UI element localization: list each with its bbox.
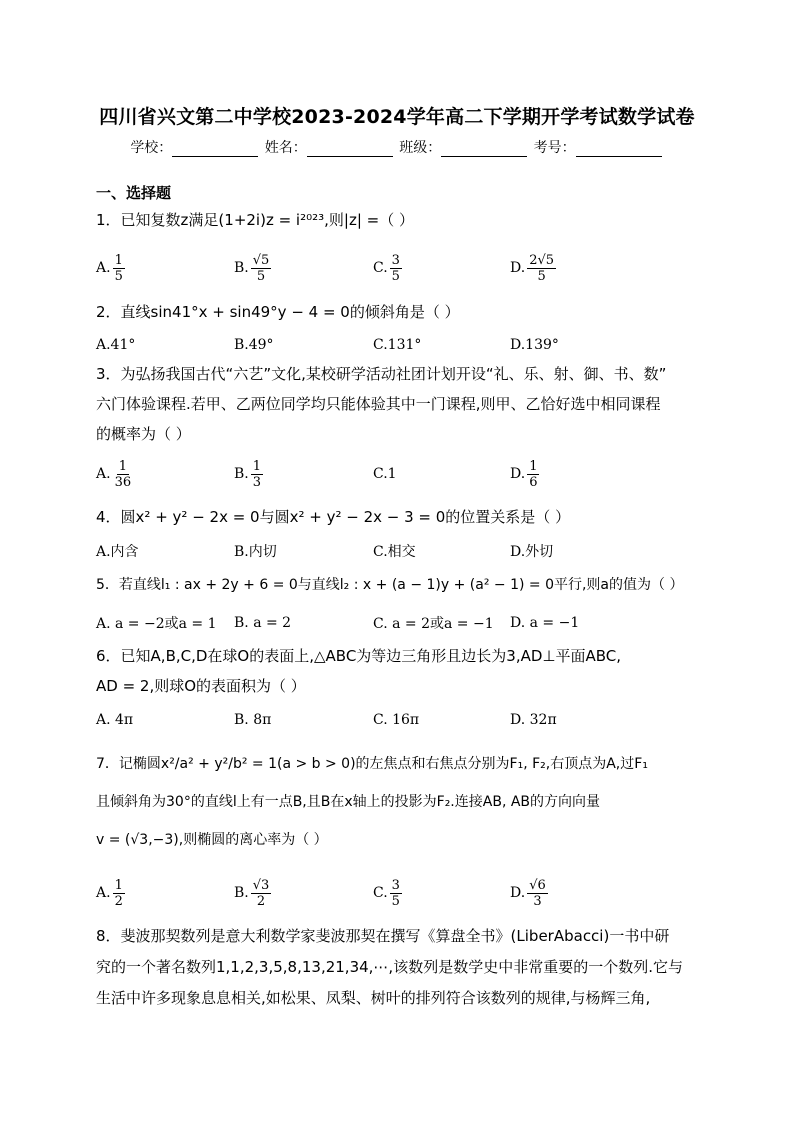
q7-line-3: v = (√3,−3),则椭圆的离心率为（ ） xyxy=(96,832,328,848)
q3-d-fraction xyxy=(527,459,539,490)
q3-a-label: A. xyxy=(96,466,111,482)
q1-a-label: A. xyxy=(96,260,111,276)
field-class-label: 班级： xyxy=(399,140,442,156)
q1-c-den: 5 xyxy=(391,268,400,284)
q3-b-num: 1 xyxy=(252,458,262,474)
q5-option-b[interactable]: B. a = 2 xyxy=(234,615,292,631)
field-school-blank[interactable] xyxy=(172,142,258,157)
q2-option-d[interactable]: D.139° xyxy=(510,337,559,353)
q7-option-c[interactable] xyxy=(373,875,402,911)
q7-c-label: C. xyxy=(373,885,388,901)
q1-b-num: √5 xyxy=(252,252,270,268)
question-5-options xyxy=(96,605,656,641)
q3-d-den: 6 xyxy=(529,474,538,490)
question-3-options xyxy=(96,456,656,492)
q7-c-fraction xyxy=(390,878,402,909)
q6-option-a[interactable]: A. 4π xyxy=(96,712,134,728)
q7-d-den: 3 xyxy=(533,893,542,909)
q1-b-den: 5 xyxy=(256,268,266,284)
q3-line-3: 的概率为（ ） xyxy=(96,425,191,443)
q3-d-label: D. xyxy=(510,466,526,482)
q1-d-label: D. xyxy=(510,260,526,276)
q7-option-d[interactable] xyxy=(510,875,548,911)
q6-option-c[interactable]: C. 16π xyxy=(373,712,420,728)
question-3-stem xyxy=(96,359,700,449)
question-4-stem: 4．圆x² + y² − 2x = 0与圆x² + y² − 2x − 3 = 0的位置关系是（ ） xyxy=(96,508,571,526)
section-heading: 一、选择题 xyxy=(96,184,172,202)
q7-d-fraction xyxy=(527,878,548,909)
question-1-stem: 1．已知复数z满足(1+2i)z = i²⁰²³,则|z| =（ ） xyxy=(96,211,414,229)
q2-option-c[interactable]: C.131° xyxy=(373,337,422,353)
q7-a-fraction xyxy=(113,878,125,909)
q4-option-a[interactable]: A.内含 xyxy=(96,544,139,560)
q2-option-b[interactable]: B.49° xyxy=(234,337,274,353)
q4-option-c[interactable]: C.相交 xyxy=(373,544,416,560)
q3-line-2: 六门体验课程.若甲、乙两位同学均只能体验其中一门课程,则甲、乙恰好选中相同课程 xyxy=(96,395,661,413)
q1-a-den: 5 xyxy=(114,268,123,284)
q1-option-c[interactable] xyxy=(373,250,402,286)
q1-a-fraction xyxy=(113,253,125,284)
q3-a-num: 1 xyxy=(118,458,127,474)
exam-title: 四川省兴文第二中学校2023-2024学年高二下学期开学考试数学试卷 xyxy=(99,106,695,128)
q7-b-label: B. xyxy=(234,885,249,901)
q3-option-a[interactable] xyxy=(96,456,133,492)
q3-b-fraction xyxy=(251,459,263,490)
q7-line-2: 且倾斜角为30°的直线l上有一点B,且B在x轴上的投影为F₂.连接AB, AB的方向向量 xyxy=(96,794,601,810)
question-1-options xyxy=(96,250,656,286)
q6-line-1: 6．已知A,B,C,D在球O的表面上,△ABC为等边三角形且边长为3,AD⊥平面ABC, xyxy=(96,647,622,665)
question-7-stem xyxy=(96,745,700,859)
q3-b-den: 3 xyxy=(252,474,262,490)
q7-b-den: 2 xyxy=(256,893,266,909)
question-6-options xyxy=(96,702,656,738)
q5-option-a[interactable]: A. a = −2或a = 1 xyxy=(96,616,217,632)
q3-option-b[interactable] xyxy=(234,456,263,492)
q7-option-a[interactable] xyxy=(96,875,125,911)
q7-a-label: A. xyxy=(96,885,111,901)
q1-option-a[interactable] xyxy=(96,250,125,286)
field-class-blank[interactable] xyxy=(441,142,527,157)
q7-option-b[interactable] xyxy=(234,875,271,911)
field-school-label: 学校： xyxy=(130,140,173,156)
question-2-stem: 2．直线sin41°x + sin49°y − 4 = 0的倾斜角是（ ） xyxy=(96,303,460,321)
q1-a-num: 1 xyxy=(114,252,123,268)
q7-a-den: 2 xyxy=(114,893,123,909)
field-number-blank[interactable] xyxy=(576,142,662,157)
q7-a-num: 1 xyxy=(114,877,123,893)
q3-a-fraction xyxy=(113,459,134,490)
q7-c-den: 5 xyxy=(391,893,400,909)
q7-d-label: D. xyxy=(510,885,526,901)
question-6-stem xyxy=(96,641,700,701)
q1-option-d[interactable] xyxy=(510,250,556,286)
question-4-options xyxy=(96,533,656,569)
q6-line-2: AD = 2,则球O的表面积为（ ） xyxy=(96,677,306,695)
q1-b-fraction xyxy=(251,253,272,284)
q1-d-den: 5 xyxy=(537,268,546,284)
question-8-stem xyxy=(96,921,700,1014)
q5-option-d[interactable]: D. a = −1 xyxy=(510,615,580,631)
q7-b-num: √3 xyxy=(252,877,270,893)
q7-b-fraction xyxy=(251,878,272,909)
q1-d-fraction xyxy=(527,253,556,284)
field-name-label: 姓名： xyxy=(264,140,307,156)
q6-option-b[interactable]: B. 8π xyxy=(234,712,272,728)
q3-line-1: 3．为弘扬我国古代“六艺”文化,某校研学活动社团计划开设“礼、乐、射、御、书、数” xyxy=(96,365,667,383)
question-7-options xyxy=(96,875,656,911)
q1-option-b[interactable] xyxy=(234,250,271,286)
q1-c-fraction xyxy=(390,253,402,284)
q8-line-2: 究的一个著名数列1,1,2,3,5,8,13,21,34,⋯,该数列是数学史中非常重要的一个数列.它与 xyxy=(96,958,683,976)
q3-a-den: 36 xyxy=(114,474,132,490)
q7-d-num: √6 xyxy=(529,877,546,893)
q1-c-num: 3 xyxy=(391,252,400,268)
q1-b-label: B. xyxy=(234,260,249,276)
q8-line-1: 8．斐波那契数列是意大利数学家斐波那契在撰写《算盘全书》(LiberAbacci)一书中研 xyxy=(96,927,670,945)
q2-option-a[interactable]: A.41° xyxy=(96,337,136,353)
q5-option-c[interactable]: C. a = 2或a = −1 xyxy=(373,616,494,632)
q8-line-3: 生活中许多现象息息相关,如松果、凤梨、树叶的排列符合该数列的规律,与杨辉三角, xyxy=(96,989,651,1007)
q7-line-1: 7．记椭圆x²/a² + y²/b² = 1(a > b > 0)的左焦点和右焦点分别为F₁, F₂,右顶点为A,过F₁ xyxy=(96,756,648,772)
q4-option-b[interactable]: B.内切 xyxy=(234,544,277,560)
field-number-label: 考号： xyxy=(533,140,576,156)
q7-c-num: 3 xyxy=(391,877,400,893)
q4-option-d[interactable]: D.外切 xyxy=(510,544,554,560)
question-5-stem: 5．若直线l₁ : ax + 2y + 6 = 0与直线l₂ : x + (a − 1)y + (a² − 1) = 0平行,则a的值为（ ） xyxy=(96,577,684,593)
q3-option-d[interactable] xyxy=(510,456,539,492)
field-name-blank[interactable] xyxy=(307,142,393,157)
q6-option-d[interactable]: D. 32π xyxy=(510,712,557,728)
student-info-row xyxy=(0,137,794,157)
q3-option-c[interactable]: C.1 xyxy=(373,466,397,482)
q3-d-num: 1 xyxy=(529,458,538,474)
q1-d-num: 2√5 xyxy=(529,252,555,268)
q3-b-label: B. xyxy=(234,466,249,482)
question-2-options xyxy=(96,327,656,363)
q1-c-label: C. xyxy=(373,260,388,276)
